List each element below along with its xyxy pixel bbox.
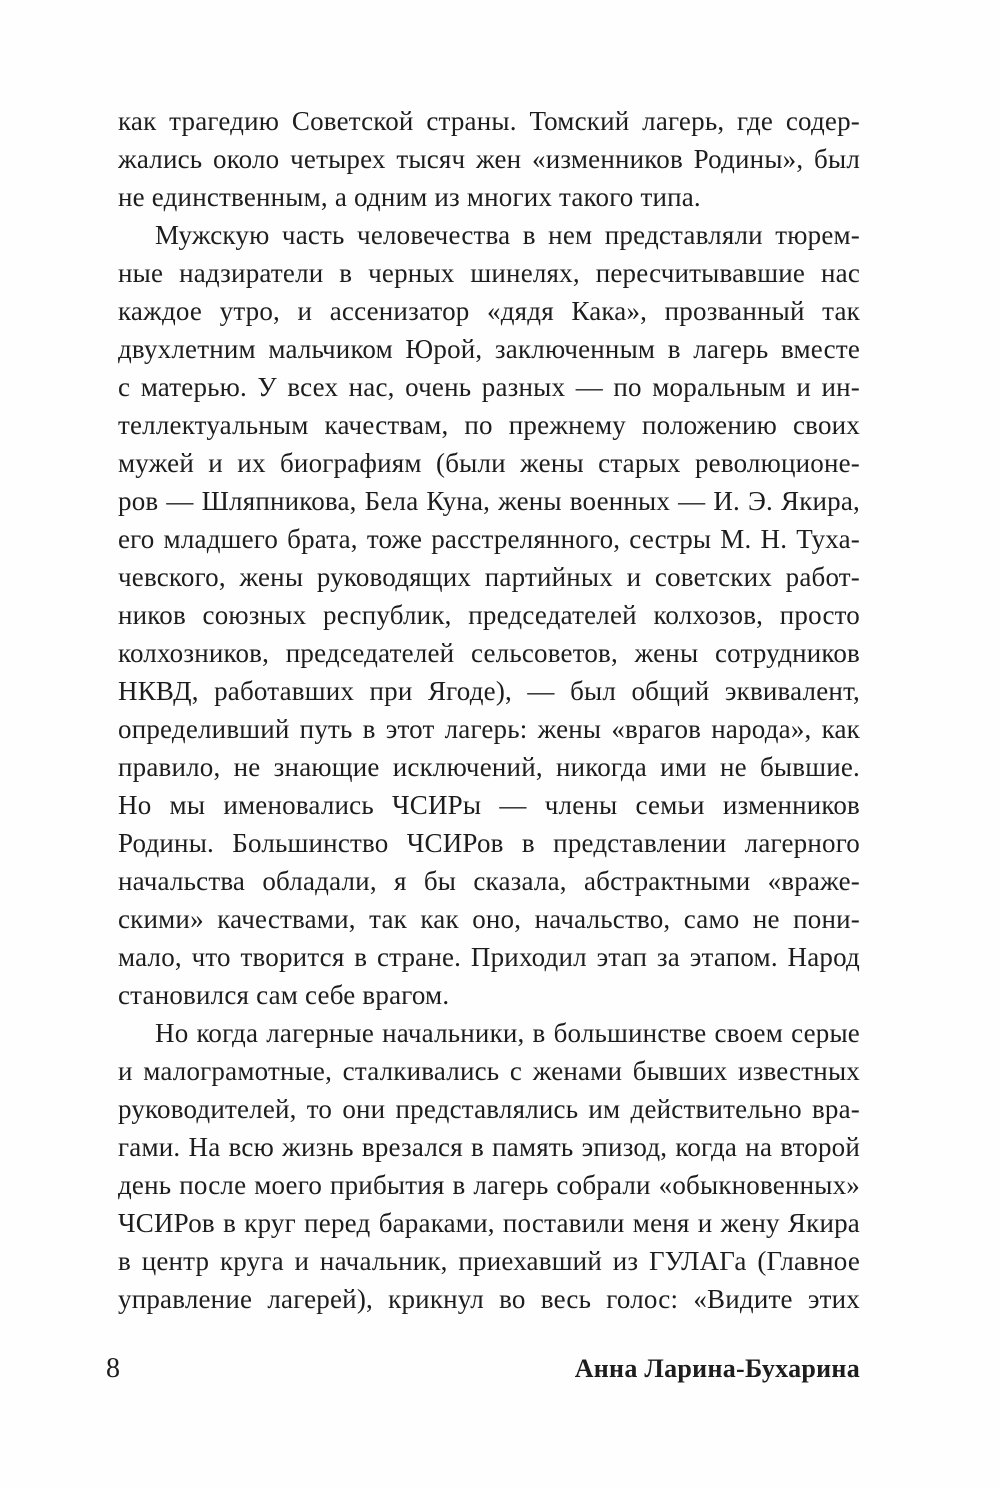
text-line: Но когда лагерные начальники, в большинстве своем серые (155, 1018, 860, 1048)
text-line: день после моего прибытия в лагерь собрали «обыкновенных» (118, 1170, 860, 1200)
body-text (118, 102, 860, 1318)
running-author: Анна Ларина-Бухарина (574, 1354, 860, 1383)
text-line: его младшего брата, тоже расстрелянного, сестры М. Н. Туха- (118, 524, 860, 554)
text-line: мало, что творится в стране. Приходил этап за этапом. Народ (118, 942, 860, 972)
text-line: каждое утро, и ассенизатор «дядя Кака», прозванный так (118, 296, 860, 326)
text-line: руководителей, то они представлялись им действительно вра- (118, 1094, 860, 1124)
page-footer (106, 1350, 860, 1388)
text-line: как трагедию Советской страны. Томский лагерь, где содер- (118, 106, 860, 136)
text-line: чевского, жены руководящих партийных и советских работ- (118, 562, 860, 592)
text-line: ЧСИРов в круг перед бараками, поставили меня и жену Якира (118, 1208, 860, 1238)
paragraph (118, 1014, 860, 1318)
text-line: мужей и их биографиям (были жены старых революционе- (118, 448, 860, 478)
text-line: и малограмотные, сталкивались с женами бывших известных (118, 1056, 860, 1086)
text-line: с матерью. У всех нас, очень разных — по моральным и ин- (118, 372, 860, 402)
text-line: двухлетним мальчиком Юрой, заключенным в лагерь вместе (118, 334, 860, 364)
paragraph (118, 216, 860, 1014)
text-line: в центр круга и начальник, приехавший из ГУЛАГа (Главное (118, 1246, 860, 1276)
text-line: жались около четырех тысяч жен «изменников Родины», был (118, 144, 860, 174)
text-line: определивший путь в этот лагерь: жены «врагов народа», как (118, 714, 860, 744)
text-line: Но мы именовались ЧСИРы — члены семьи изменников (118, 790, 860, 820)
text-line: ников союзных республик, председателей колхозов, просто (118, 600, 860, 630)
text-line: ров — Шляпникова, Бела Куна, жены военных — И. Э. Якира, (118, 486, 860, 516)
text-line: правило, не знающие исключений, никогда ими не бывшие. (118, 752, 860, 782)
text-line: колхозников, председателей сельсоветов, жены сотрудников (118, 638, 860, 668)
text-line: не единственным, а одним из многих такого типа. (118, 182, 701, 212)
text-line: скими» качествами, так как оно, начальство, само не пони- (118, 904, 860, 934)
text-line: Мужскую часть человечества в нем представляли тюрем- (155, 220, 860, 250)
paragraph (118, 102, 860, 216)
text-line: ные надзиратели в черных шинелях, пересчитывавшие нас (118, 258, 860, 288)
text-line: управление лагерей), крикнул во весь голос: «Видите этих (118, 1284, 860, 1314)
page-number: 8 (106, 1353, 120, 1384)
text-line: гами. На всю жизнь врезался в память эпизод, когда на второй (118, 1132, 860, 1162)
text-line: теллектуальным качествам, по прежнему положению своих (118, 410, 860, 440)
text-line: начальства обладали, я бы сказала, абстрактными «враже- (118, 866, 860, 896)
text-line: НКВД, работавших при Ягоде), — был общий эквивалент, (118, 676, 860, 706)
text-line: становился сам себе врагом. (118, 980, 450, 1010)
text-line: Родины. Большинство ЧСИРов в представлении лагерного (118, 828, 860, 858)
